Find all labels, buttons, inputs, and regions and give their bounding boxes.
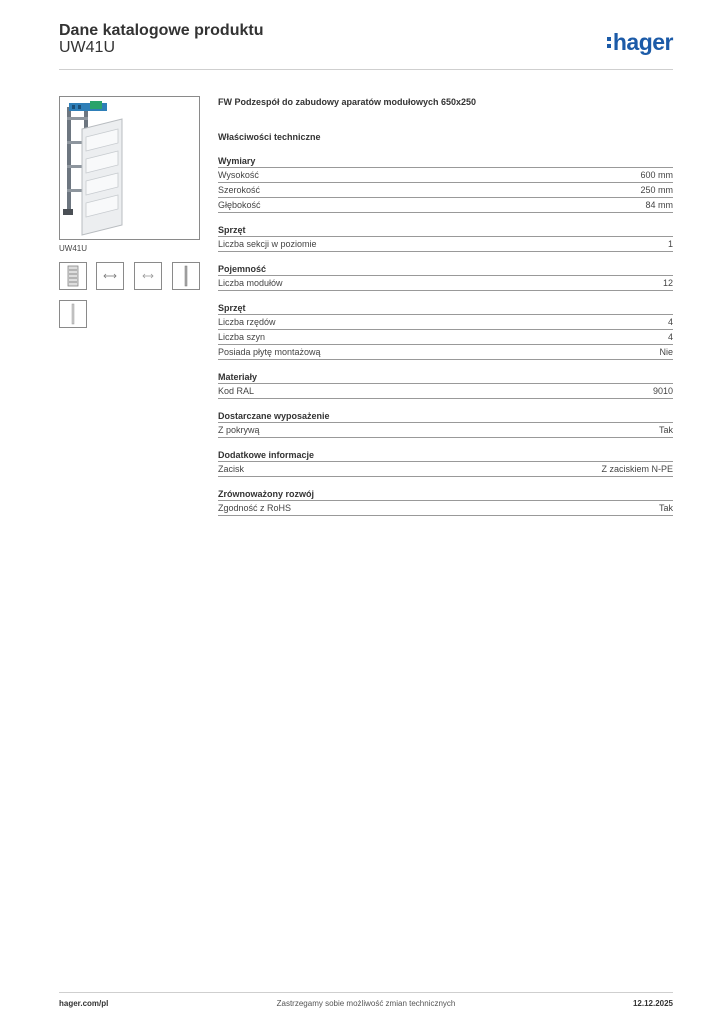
technical-properties-heading: Właściwości techniczne xyxy=(218,132,321,142)
row-label: Szerokość xyxy=(218,185,261,195)
table-row xyxy=(218,315,673,330)
section-supplied-equipment xyxy=(218,410,673,438)
table-row xyxy=(218,330,673,345)
table-row xyxy=(218,237,673,252)
product-details xyxy=(218,96,673,516)
row-label: Liczba modułów xyxy=(218,278,283,288)
row-value: Z zaciskiem N-PE xyxy=(601,464,673,474)
section-heading: Sprzęt xyxy=(218,302,673,315)
section-heading: Pojemność xyxy=(218,263,673,276)
row-label: Posiada płytę montażową xyxy=(218,347,321,357)
section-capacity xyxy=(218,263,673,291)
section-equipment-rows xyxy=(218,302,673,360)
row-value: 4 xyxy=(667,332,673,342)
row-value: 1 xyxy=(667,239,673,249)
table-row xyxy=(218,183,673,198)
section-heading: Materiały xyxy=(218,371,673,384)
section-heading: Zrównoważony rozwój xyxy=(218,488,673,501)
row-value: Tak xyxy=(658,503,673,513)
table-row xyxy=(218,168,673,183)
row-value: 84 mm xyxy=(645,200,673,210)
row-label: Zgodność z RoHS xyxy=(218,503,292,513)
section-heading: Sprzęt xyxy=(218,224,673,237)
thumbnail-rail-profile[interactable] xyxy=(59,300,87,328)
row-label: Kod RAL xyxy=(218,386,255,396)
section-dimensions xyxy=(218,155,673,213)
table-row xyxy=(218,501,673,516)
table-row xyxy=(218,384,673,399)
section-heading: Wymiary xyxy=(218,155,673,168)
section-sustainability xyxy=(218,488,673,516)
row-value: Nie xyxy=(659,347,673,357)
table-row xyxy=(218,462,673,477)
table-row xyxy=(218,276,673,291)
row-label: Zacisk xyxy=(218,464,245,474)
section-heading: Dostarczane wyposażenie xyxy=(218,410,673,423)
product-image xyxy=(59,96,200,240)
row-value: 4 xyxy=(667,317,673,327)
product-code: UW41U xyxy=(59,39,116,56)
side-profile-icon xyxy=(181,265,191,287)
row-value: 600 mm xyxy=(640,170,673,180)
section-additional-info xyxy=(218,449,673,477)
footer-disclaimer: Zastrzegamy sobie możliwość zmian technicznych xyxy=(276,999,456,1008)
row-value: Tak xyxy=(658,425,673,435)
product-front-icon xyxy=(64,265,82,287)
row-label: Liczba rzędów xyxy=(218,317,276,327)
thumbnail-front[interactable] xyxy=(59,262,87,290)
thumbnail-width-dimension[interactable] xyxy=(96,262,124,290)
row-label: Liczba sekcji w poziomie xyxy=(218,239,317,249)
thumbnail-side-profile[interactable] xyxy=(172,262,200,290)
row-value: 250 mm xyxy=(640,185,673,195)
product-illustration-icon xyxy=(60,97,199,239)
footer-date: 12.12.2025 xyxy=(632,999,673,1008)
document-title: Dane katalogowe produktu xyxy=(59,22,264,39)
thumbnail-depth-dimension[interactable] xyxy=(134,262,162,290)
row-label: Wysokość xyxy=(218,170,259,180)
table-row xyxy=(218,198,673,213)
section-materials xyxy=(218,371,673,399)
logo-mark-icon xyxy=(607,37,611,48)
row-label: Głębokość xyxy=(218,200,261,210)
hager-logo xyxy=(607,28,673,56)
section-heading: Dodatkowe informacje xyxy=(218,449,673,462)
row-label: Liczba szyn xyxy=(218,332,266,342)
row-value: 12 xyxy=(662,278,673,288)
properties-list xyxy=(218,155,673,516)
table-row xyxy=(218,423,673,438)
row-label: Z pokrywą xyxy=(218,425,260,435)
product-title: FW Podzespół do zabudowy aparatów modułowych 650x250 xyxy=(218,97,477,107)
page-header xyxy=(59,22,673,70)
logo-text: hager xyxy=(612,28,673,55)
page-footer xyxy=(59,992,673,1008)
table-row xyxy=(218,345,673,360)
width-arrow-icon xyxy=(101,271,119,281)
depth-arrow-icon xyxy=(139,271,157,281)
row-value: 9010 xyxy=(652,386,673,396)
rail-profile-icon xyxy=(68,303,78,325)
footer-website-link[interactable]: hager.com/pl xyxy=(59,999,109,1008)
section-equipment xyxy=(218,224,673,252)
product-image-caption: UW41U xyxy=(59,244,88,253)
